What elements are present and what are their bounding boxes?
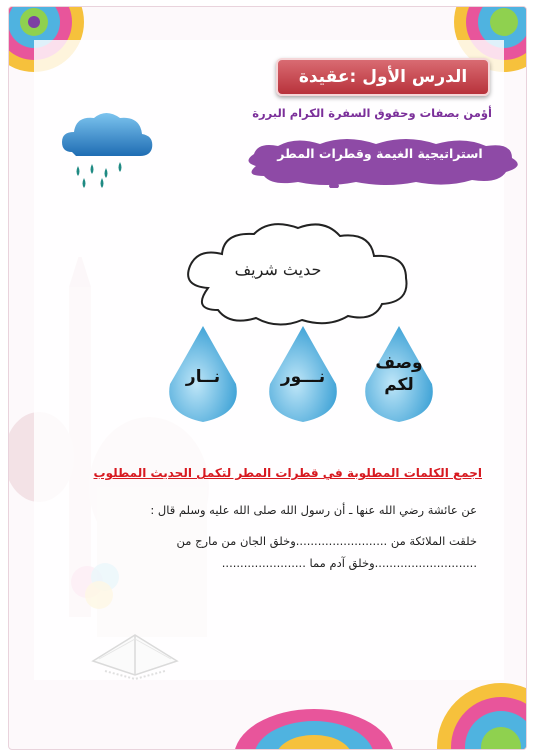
hadith-intro: عن عائشة رضي الله عنها ـ أن رسول الله صلى الله عليه وسلم قال : — [150, 503, 477, 517]
lesson-title-banner: الدرس الأول :عقيدة — [276, 58, 490, 96]
lesson-objective: أؤمن بصفات وحقوق السفرة الكرام البررة — [252, 106, 492, 120]
hadith-cloud-label: حديث شريف — [234, 260, 322, 279]
rain-cloud-icon — [58, 108, 158, 190]
hadith-fill-line-2[interactable]: ............................وخلق آدم مما ....................... — [221, 556, 477, 570]
bottom-center-mandala-ornament — [229, 697, 399, 750]
strategy-label: استراتيجية الغيمة وقطرات المطر — [277, 146, 483, 161]
strategy-cloud-shape — [236, 136, 526, 188]
raindrop-right-word-1: وصف — [375, 353, 423, 373]
raindrop-right-word-2: لكم — [384, 375, 414, 395]
raindrop-left-text: نــار — [185, 367, 221, 387]
raindrop-middle-text: نـــور — [280, 367, 326, 387]
raindrop-right-text — [360, 352, 438, 396]
exercise-instruction: اجمع الكلمات المطلوبة في قطرات المطر لتكمل الحديث المطلوب — [93, 466, 482, 480]
hadith-fill-line-1[interactable]: خلقت الملائكة من .........................وخلق الجان من مارج من — [176, 534, 477, 548]
